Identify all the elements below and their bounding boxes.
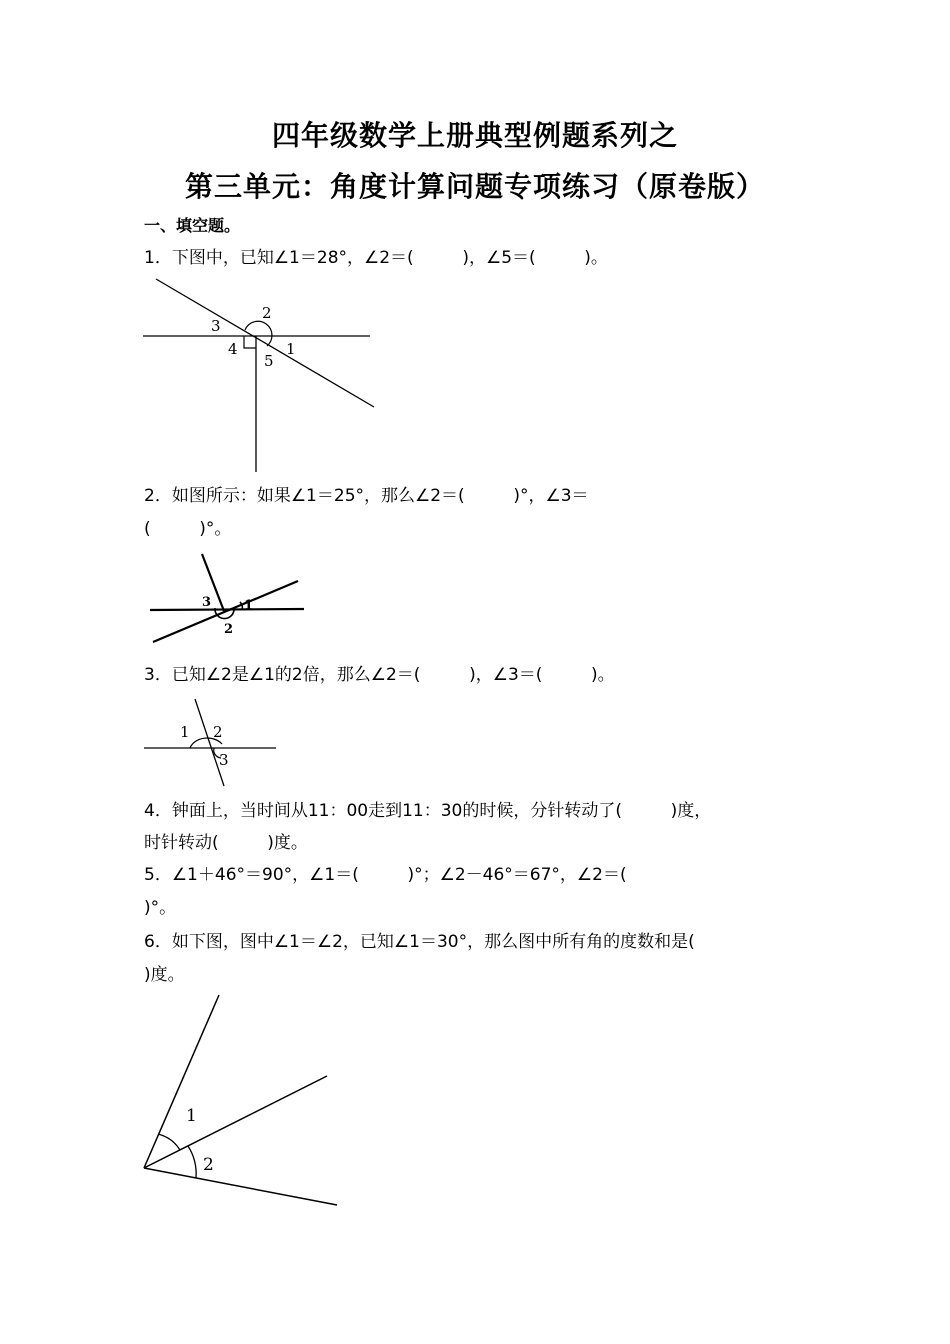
question-1: 1．下图中，已知∠1＝28°，∠2＝( )，∠5＝( )。	[144, 248, 608, 268]
figure-4-label-2: 2	[203, 1155, 214, 1175]
document-subtitle: 第三单元：角度计算问题专项练习（原卷版）	[184, 170, 765, 203]
question-5-line-1: 5．∠1＋46°＝90°，∠1＝( )°；∠2－46°＝67°，∠2＝(	[144, 865, 627, 885]
figure-2-label-2: 2	[224, 622, 234, 637]
figure-4-label-1: 1	[186, 1106, 197, 1126]
figure-3	[142, 696, 282, 790]
figure-3-label-3: 3	[219, 751, 229, 769]
figure-1	[140, 276, 380, 476]
question-5-line-2: )°。	[144, 898, 177, 918]
figure-2-label-1: 1	[244, 598, 254, 613]
question-2-line-2: ( )°。	[144, 519, 232, 539]
question-4-line-1: 4．钟面上，当时间从11：00走到11：30的时候，分针转动了( )度，	[144, 801, 712, 821]
question-6-line-1: 6．如下图，图中∠1＝∠2，已知∠1＝30°，那么图中所有角的度数和是(	[144, 932, 695, 952]
figure-2-label-3: 3	[202, 595, 212, 610]
figure-1-label-4: 4	[228, 340, 238, 358]
section-heading: 一、填空题。	[144, 216, 241, 235]
figure-1-label-3: 3	[211, 317, 221, 335]
document-title: 四年级数学上册典型例题系列之	[271, 119, 678, 152]
question-3: 3．已知∠2是∠1的2倍，那么∠2＝( )，∠3＝( )。	[144, 665, 615, 685]
figure-1-label-2: 2	[262, 304, 272, 322]
figure-3-label-2: 2	[213, 723, 223, 741]
figure-2	[148, 552, 308, 646]
figure-1-label-5: 5	[264, 352, 274, 370]
question-4-line-2: 时针转动( )度。	[144, 833, 308, 853]
question-6-line-2: )度。	[144, 965, 185, 985]
figure-4	[140, 990, 345, 1210]
question-2-line-1: 2．如图所示：如果∠1＝25°，那么∠2＝( )°，∠3＝	[144, 486, 589, 506]
figure-3-label-1: 1	[180, 723, 190, 741]
figure-1-label-1: 1	[286, 340, 296, 358]
